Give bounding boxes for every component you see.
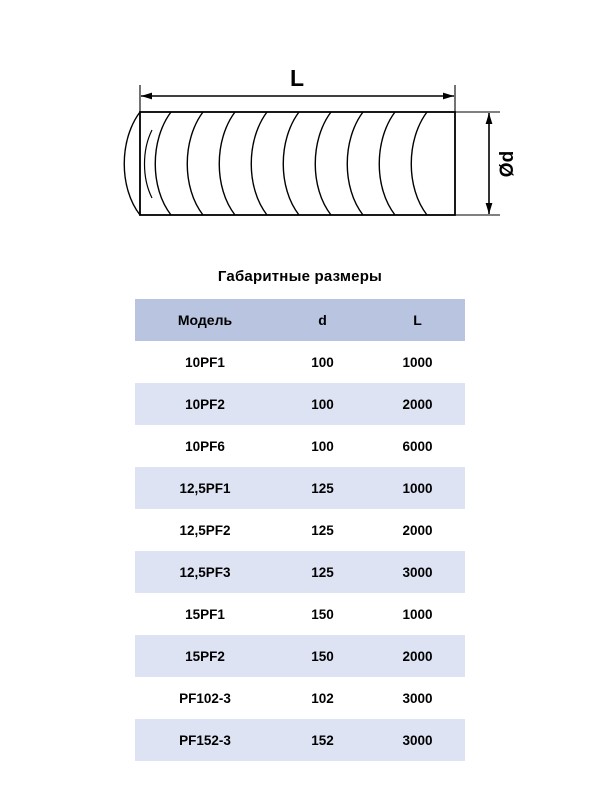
cell-model: 15PF1 <box>135 593 275 635</box>
table-row <box>135 677 465 719</box>
column-header-d: d <box>275 299 370 341</box>
table-row <box>135 551 465 593</box>
dimensions-table <box>135 299 465 761</box>
cell-d: 102 <box>275 677 370 719</box>
table-row <box>135 509 465 551</box>
cell-model: 12,5PF2 <box>135 509 275 551</box>
table-row <box>135 593 465 635</box>
cell-model: 12,5PF1 <box>135 467 275 509</box>
cell-model: 15PF2 <box>135 635 275 677</box>
dimensions-section <box>0 268 600 761</box>
cell-d: 152 <box>275 719 370 761</box>
cell-l: 2000 <box>370 383 465 425</box>
diameter-label: Ød <box>497 150 518 178</box>
duct-body <box>124 112 455 215</box>
cell-model: 10PF2 <box>135 383 275 425</box>
cell-l: 3000 <box>370 719 465 761</box>
table-row <box>135 635 465 677</box>
product-drawing <box>0 0 600 260</box>
cell-d: 100 <box>275 341 370 383</box>
cell-model: 12,5PF3 <box>135 551 275 593</box>
cell-l: 1000 <box>370 593 465 635</box>
cell-model: PF152-3 <box>135 719 275 761</box>
cell-d: 100 <box>275 425 370 467</box>
table-row <box>135 341 465 383</box>
cell-d: 125 <box>275 509 370 551</box>
cell-l: 1000 <box>370 341 465 383</box>
table-row <box>135 425 465 467</box>
table-row <box>135 467 465 509</box>
length-label: L <box>289 65 305 91</box>
cell-d: 150 <box>275 593 370 635</box>
table-row <box>135 383 465 425</box>
cell-d: 100 <box>275 383 370 425</box>
cell-l: 1000 <box>370 467 465 509</box>
cell-model: PF102-3 <box>135 677 275 719</box>
table-title: Габаритные размеры <box>217 268 383 285</box>
column-header-l: L <box>370 299 465 341</box>
cell-l: 2000 <box>370 509 465 551</box>
table-row <box>135 719 465 761</box>
cell-d: 125 <box>275 467 370 509</box>
cell-l: 3000 <box>370 551 465 593</box>
cell-l: 3000 <box>370 677 465 719</box>
dimension-diameter <box>455 112 500 215</box>
cell-l: 2000 <box>370 635 465 677</box>
cell-d: 125 <box>275 551 370 593</box>
table-header-row <box>135 299 465 341</box>
duct-diagram-svg <box>0 0 600 260</box>
cell-d: 150 <box>275 635 370 677</box>
cell-model: 10PF1 <box>135 341 275 383</box>
cell-model: 10PF6 <box>135 425 275 467</box>
cell-l: 6000 <box>370 425 465 467</box>
column-header-model: Модель <box>135 299 275 341</box>
